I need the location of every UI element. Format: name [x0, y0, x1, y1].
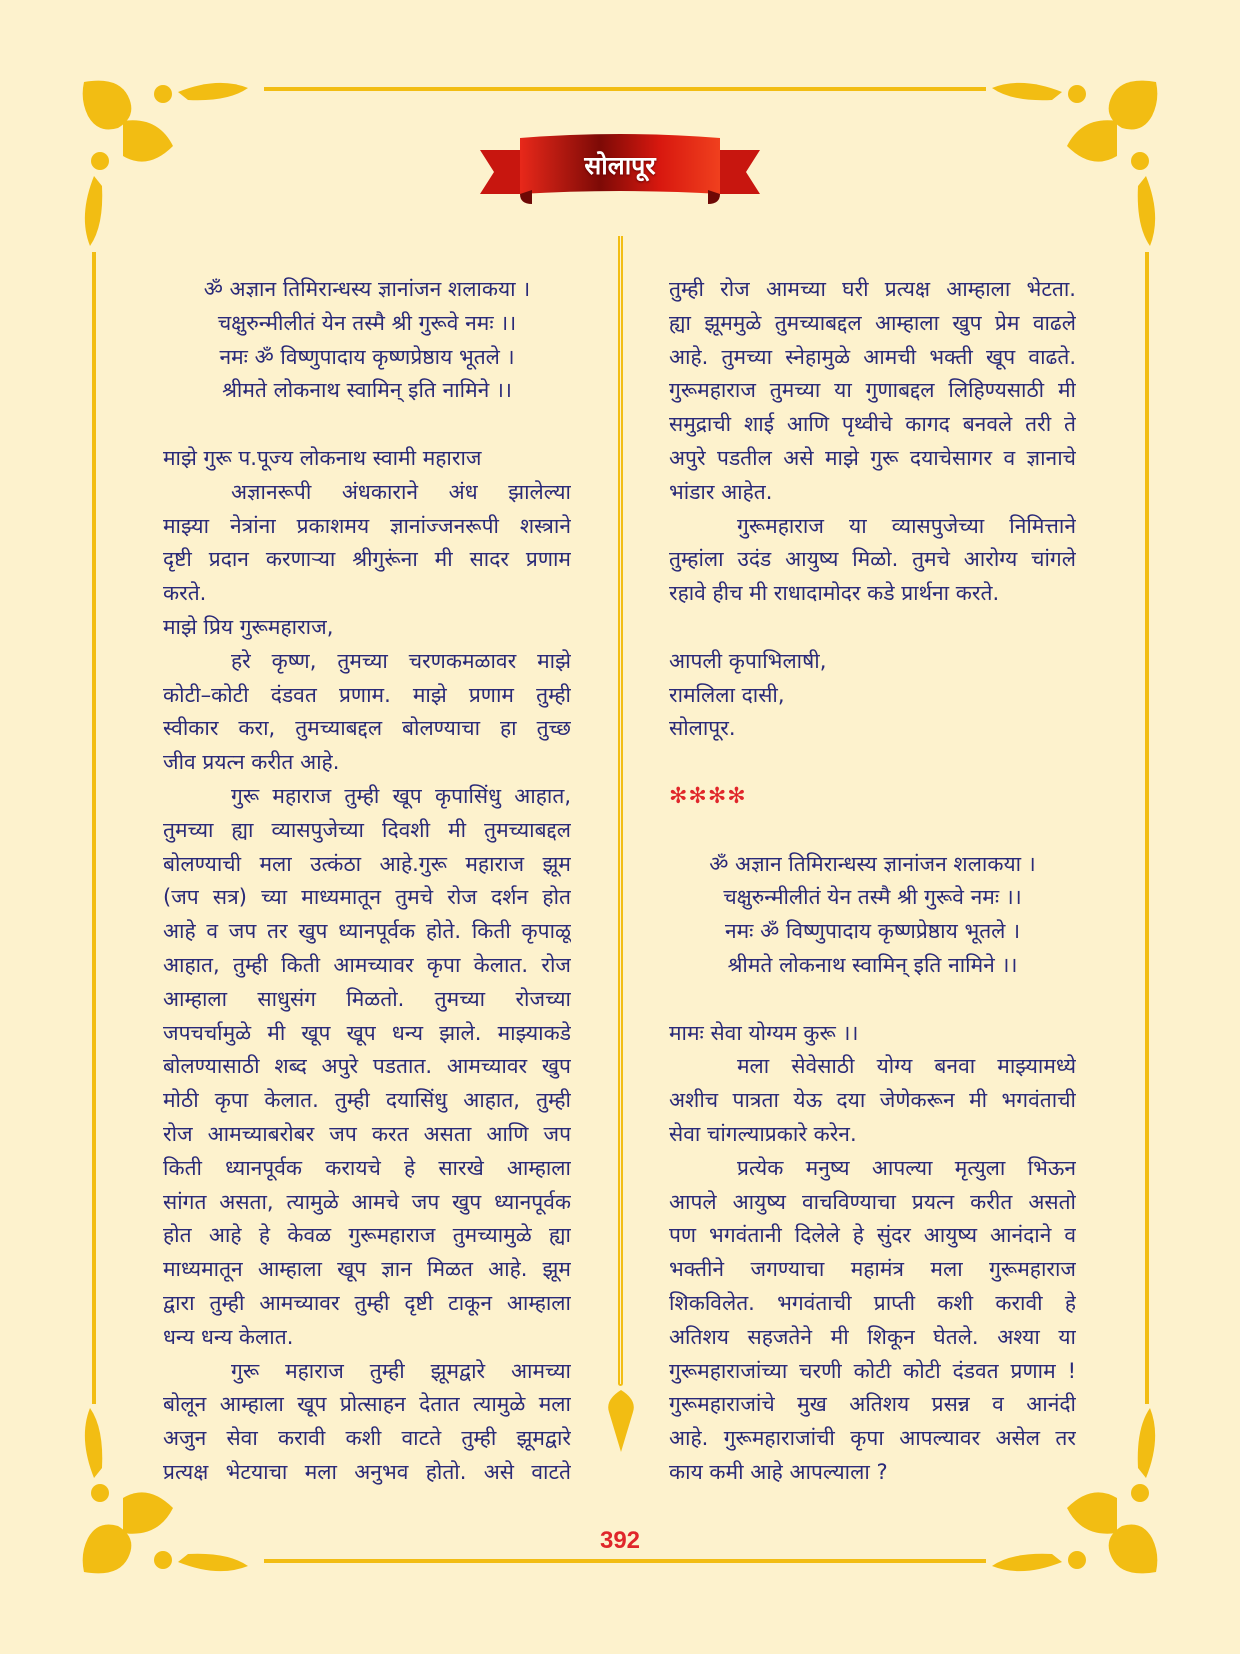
text-line: गुरूमहाराज तुमच्या या गुणाबद्दल लिहिण्यसाठी मी [669, 378, 1076, 403]
text-line: माध्यमातून आम्हाला खूप ज्ञान मिळत आहे. झूम [163, 1257, 571, 1282]
corner-ornament-top-left [78, 76, 258, 256]
text-line: प्रत्येक मनुष्य आपल्या मृत्युला भिऊन [737, 1155, 1076, 1180]
text-line: सेवा चांगल्याप्रकारे करेन. [669, 1121, 857, 1146]
text-line: (जप सत्र) च्या माध्यमातून तुमचे रोज दर्शन होत [163, 885, 571, 910]
text-line: हरे कृष्ण, तुमच्या चरणकमळावर माझे [231, 648, 571, 673]
text-line: गुरूमहाराज या व्यासपुजेच्या निमित्ताने [737, 513, 1076, 538]
text-line: तुम्ही रोज आमच्या घरी प्रत्यक्ष आम्हाला भेटता. [669, 277, 1076, 301]
text-line: आपले आयुष्य वाचविण्याचा प्रयत्न करीत असतो [669, 1189, 1076, 1214]
text-line: ह्या झूममुळे तुमच्याबद्दल आम्हाला खुप प्रेम वाढले [669, 310, 1076, 335]
right-column [669, 273, 1076, 1490]
drop-ornament-icon [605, 1390, 637, 1452]
border-bottom [264, 1559, 986, 1563]
section-separator: ✻✻✻✻ [669, 783, 747, 809]
text-line: बोलून आम्हाला खूप प्रोत्साहन देतात त्यामुळे मला [163, 1392, 571, 1417]
text-line: काय कमी आहे आपल्याला ? [669, 1459, 888, 1484]
text-line: आहात, तुम्ही किती आमच्यावर कृपा केलात. रोज [163, 952, 571, 977]
text-line: माझे प्रिय गुरूमहाराज, [163, 614, 334, 639]
text-line: रामलिला दासी, [669, 682, 785, 707]
text-line: भांडार आहेत. [669, 479, 773, 504]
text-line: बोलण्याची मला उत्कंठा आहे.गुरू महाराज झूम [163, 851, 571, 876]
text-line: समुद्राची शाई आणि पृथ्वीचे कागद बनवले तरी ते [669, 412, 1076, 437]
text-line: आम्हाला साधुसंग मिळतो. तुमच्या रोजच्या [163, 986, 571, 1011]
border-left [92, 252, 96, 1404]
text-line: शिकविलेत. भगवंताची प्राप्ती कशी करावी हे [669, 1290, 1076, 1315]
text-line: अशीच पात्रता येऊ दया जेणेकरून मी भगवंताची [669, 1088, 1076, 1113]
text-line: अजुन सेवा करावी कशी वाटते तुम्ही झूमद्वारे [163, 1426, 571, 1451]
text-line: अतिशय सहजतेने मी शिकून घेतले. अश्या या [669, 1324, 1076, 1349]
text-line: किती ध्यानपूर्वक करायचे हे सारखे आम्हाला [163, 1155, 571, 1180]
blank-line [669, 983, 1076, 1017]
text-line: बोलण्यासाठी शब्द अपुरे पडतात. आमच्यावर खुप [163, 1054, 571, 1079]
text-line: गुरूमहाराजांचे मुख अतिशय प्रसन्न व आनंदी [669, 1392, 1076, 1417]
text-line: मोठी कृपा केलात. तुम्ही दयासिंधु आहात, तुम्ही [163, 1088, 571, 1113]
verse-line: नमः ॐ विष्णुपादाय कृष्णप्रेष्ठाय भूतले । [219, 344, 515, 369]
text-line: तुम्हांला उदंड आयुष्य मिळो. तुमचे आरोग्य चांगले [669, 547, 1076, 572]
text-line: पण भगवंतानी दिलेले हे सुंदर आयुष्य आनंदाने व [669, 1223, 1076, 1248]
text-line: करते. [163, 581, 207, 606]
border-top [264, 87, 986, 91]
verse-line: चक्षुरुन्मीलीतं येन तस्मै श्री गुरूवे नमः ।। [723, 885, 1022, 910]
text-line: भक्तीने जगण्याचा महामंत्र मला गुरूमहाराज [669, 1257, 1076, 1282]
title-banner [480, 132, 760, 208]
verse-line: श्रीमते लोकनाथ स्वामिन् इति नामिने ।। [727, 952, 1018, 977]
text-line: जपचर्चामुळे मी खूप खूप धन्य झाले. माझ्याकडे [163, 1020, 571, 1045]
text-line: धन्य धन्य केलात. [163, 1324, 294, 1349]
blank-line [163, 408, 571, 442]
corner-ornament-top-right [982, 76, 1162, 256]
text-line: मला सेवेसाठी योग्य बनवा माझ्यामध्ये [737, 1054, 1076, 1079]
column-divider [618, 236, 623, 1386]
text-line: होत आहे हे केवळ गुरूमहाराज तुमच्यामुळे ह्या [163, 1223, 571, 1248]
text-line: सोलापूर. [669, 716, 736, 741]
text-line: माझे गुरू प.पूज्य लोकनाथ स्वामी महाराज [163, 445, 482, 470]
verse-line: श्रीमते लोकनाथ स्वामिन् इति नामिने ।। [222, 378, 512, 403]
blank-line [669, 746, 1076, 780]
blank-line [669, 611, 1076, 645]
text-line: प्रत्यक्ष भेटयाचा मला अनुभव होतो. असे वाटते [163, 1459, 571, 1484]
text-line: सांगत असता, त्यामुळे आमचे जप खुप ध्यानपूर्वक [163, 1189, 571, 1214]
text-line: आहे व जप तर खुप ध्यानपूर्वक होते. किती कृपाळू [163, 919, 571, 944]
text-line: तुमच्या ह्या व्यासपुजेच्या दिवशी मी तुमच्याबद्दल [163, 817, 571, 842]
text-line: गुरूमहाराजांच्या चरणी कोटी कोटी दंडवत प्रणाम ! [669, 1358, 1076, 1383]
verse-line: ॐ अज्ञान तिमिरान्धस्य ज्ञानांजन शलाकया । [203, 277, 531, 301]
text-line: गुरू महाराज तुम्ही झूमद्वारे आमच्या [231, 1358, 571, 1383]
text-line: स्वीकार करा, तुमच्याबद्दल बोलण्याचा हा तुच्छ [163, 716, 571, 741]
text-line: अज्ञानरूपी अंधकाराने अंध झालेल्या [231, 479, 571, 504]
text-line: कोटी–कोटी दंडवत प्रणाम. माझे प्रणाम तुम्ही [163, 682, 571, 707]
text-line: रोज आमच्याबरोबर जप करत असता आणि जप [163, 1121, 571, 1146]
text-line: द्वारा तुम्ही आमच्यावर तुम्ही दृष्टी टाकून आम्हाला [163, 1290, 571, 1315]
text-line: रहावे हीच मी राधादामोदर कडे प्रार्थना करते. [669, 581, 1000, 606]
text-line: मामः सेवा योग्यम कुरू ।। [669, 1020, 859, 1045]
left-column [163, 273, 571, 1490]
text-line: माझ्या नेत्रांना प्रकाशमय ज्ञानांज्जनरूपी शस्त्राने [163, 513, 571, 538]
page-title: सोलापूर [584, 151, 656, 180]
text-line: गुरू महाराज तुम्ही खूप कृपासिंधु आहात, [231, 783, 571, 808]
verse-line: ॐ अज्ञान तिमिरान्धस्य ज्ञानांजन शलाकया । [709, 851, 1036, 876]
verse-line: नमः ॐ विष्णुपादाय कृष्णप्रेष्ठाय भूतले । [724, 919, 1021, 944]
text-line: आहे. तुमच्या स्नेहामुळे आमची भक्ती खूप वाढते. [669, 344, 1076, 369]
verse-line: चक्षुरुन्मीलीतं येन तस्मै श्री गुरूवे नमः ।। [217, 310, 517, 335]
blank-line [669, 814, 1076, 848]
text-line: दृष्टी प्रदान करणाऱ्या श्रीगुरूंना मी सादर प्रणाम [163, 547, 571, 572]
page-number: 392 [599, 1527, 641, 1554]
text-line: आहे. गुरूमहाराजांची कृपा आपल्यावर असेल तर [669, 1426, 1076, 1451]
text-line: जीव प्रयत्न करीत आहे. [163, 750, 340, 775]
text-line: आपली कृपाभिलाषी, [669, 648, 827, 673]
text-line: अपुरे पडतील असे माझे गुरू दयाचेसागर व ज्ञानाचे [669, 445, 1076, 470]
border-right [1145, 252, 1149, 1404]
